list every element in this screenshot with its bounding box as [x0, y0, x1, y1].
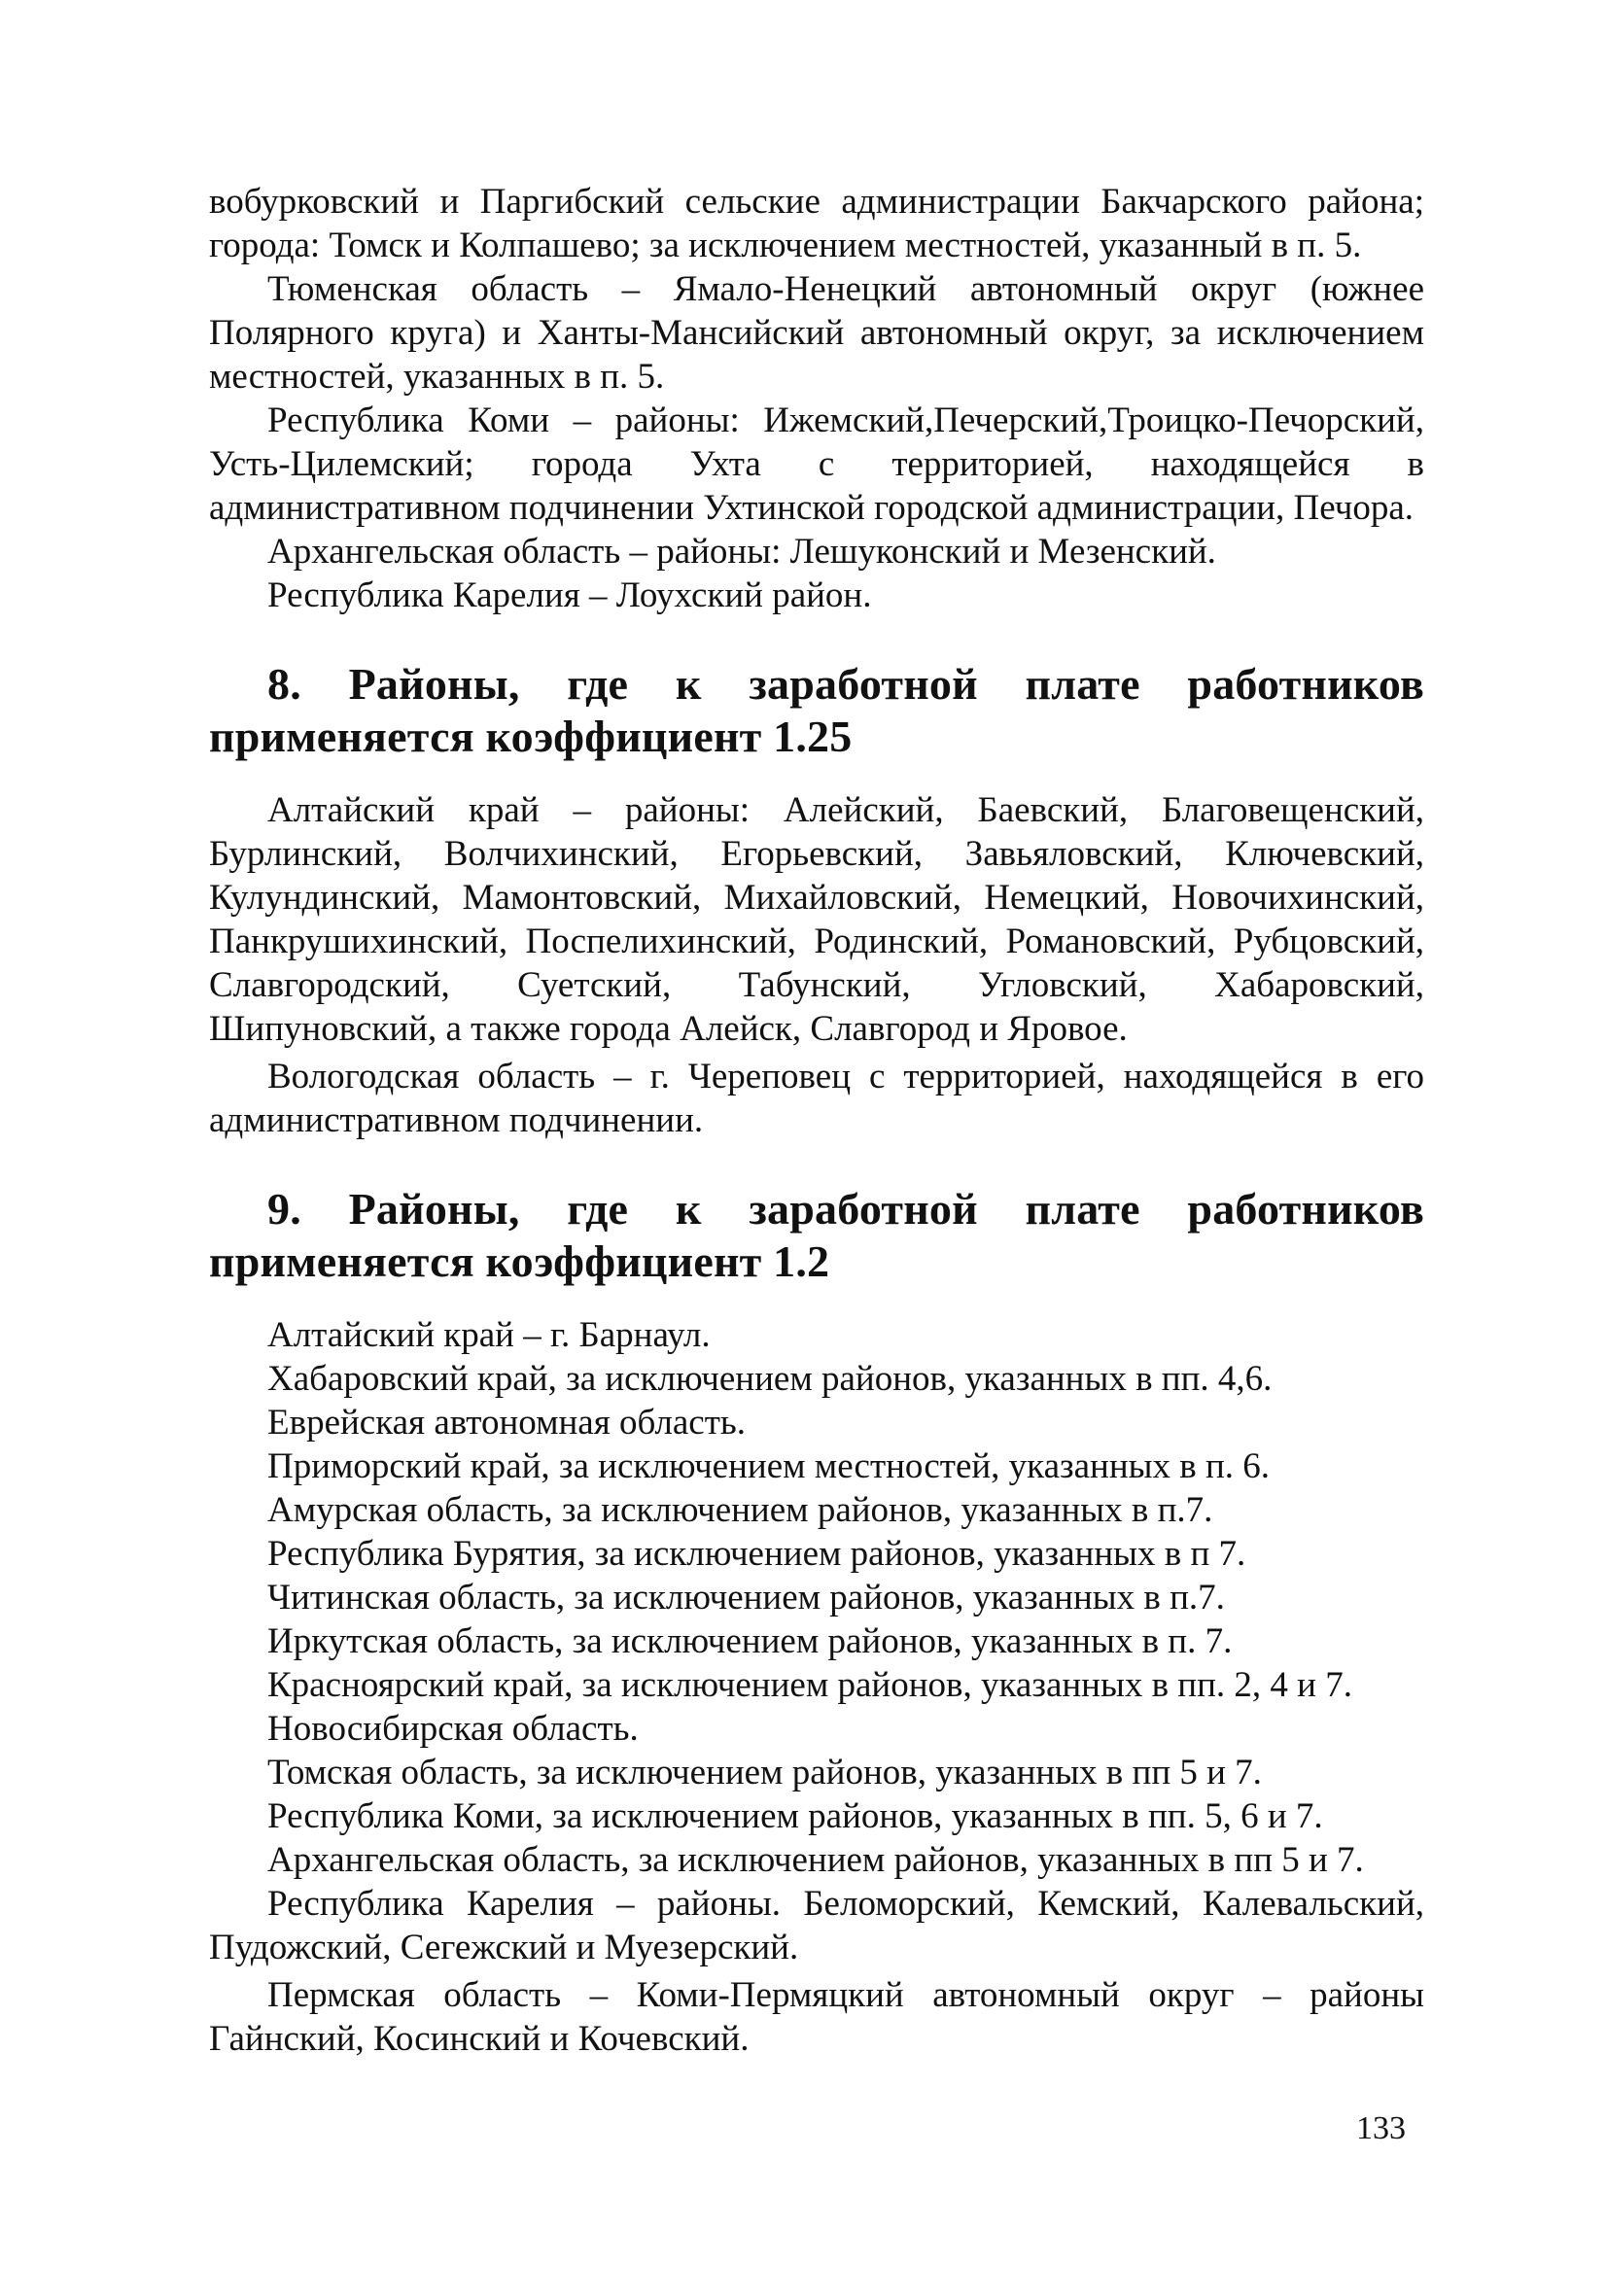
section8-heading: 8. Районы, где к заработной плате работников применяется коэффициент 1.25: [209, 659, 1424, 761]
section7-continuation: вобурковский и Паргибский сельские администрации Бакчарского района; города: Томск и Колпашево; за исключением местностей, указанный в п. 5.: [209, 182, 1424, 265]
section7-paragraph: Республика Коми – районы: Ижемский,Печерский,Троицко-Печорский, Усть-Цилемский; города Ухта с территорией, находящейся в административном подчинении Ухтинской городской администрации, Печора.: [209, 400, 1424, 528]
section7-line: Республика Карелия – Лоухский район.: [267, 575, 872, 615]
section9-line: Приморский край, за исключением местностей, указанных в п. 6.: [267, 1446, 1271, 1486]
section9-line: Новосибирская область.: [267, 1709, 639, 1749]
section9-line: Томская область, за исключением районов, указанных в пп 5 и 7.: [267, 1753, 1262, 1792]
section9-line: Иркутская область, за исключением районов, указанных в п. 7.: [267, 1621, 1233, 1661]
section9-line: Амурская область, за исключением районов, указанных в п.7.: [267, 1490, 1213, 1530]
section7-line: Архангельская область – районы: Лешуконский и Мезенский.: [267, 532, 1216, 572]
section8-paragraph: Алтайский край – районы: Алейский, Баевский, Благовещенский, Бурлинский, Волчихинский, Егорьевский, Завьяловский, Ключевский, Кулундинский, Мамонтовский, Михайловский, Немецкий, Новочихинский, Панкрушихинский, Поспелихинский, Родинский, Романовский, Рубцовский, Славгородский, Суетский, Табунский, Угловский, Хабаровский, Шипуновский, а также города Алейск, Славгород и Яровое.: [209, 790, 1424, 1049]
page-body: [209, 180, 1424, 2061]
section8-paragraph: Вологодская область – г. Череповец с территорией, находящейся в его административном подчинении.: [209, 1057, 1424, 1140]
section9-heading: 9. Районы, где к заработной плате работников применяется коэффициент 1.2: [209, 1184, 1424, 1286]
page-number: 133: [1356, 2110, 1406, 2146]
section9-line: Читинская область, за исключением районов, указанных в п.7.: [267, 1578, 1225, 1618]
section7-paragraph: Тюменская область – Ямало-Ненецкий автономный округ (южнее Полярного круга) и Ханты-Мансийский автономный округ, за исключением местностей, указанных в п. 5.: [209, 269, 1424, 397]
section9-line: Хабаровский край, за исключением районов, указанных в пп. 4,6.: [267, 1359, 1273, 1399]
section9-line: Республика Коми, за исключением районов, указанных в пп. 5, 6 и 7.: [267, 1796, 1323, 1836]
section9-paragraph: Пермская область – Коми-Пермяцкий автономный округ – районы Гайнский, Косинский и Кочевский.: [209, 1975, 1424, 2059]
section9-line: Архангельская область, за исключением районов, указанных в пп 5 и 7.: [267, 1840, 1364, 1880]
section9-line: Республика Бурятия, за исключением районов, указанных в п 7.: [267, 1534, 1246, 1574]
section9-paragraph: Республика Карелия – районы. Беломорский, Кемский, Калевальский, Пудожский, Сегежский и Муезерский.: [209, 1884, 1424, 1967]
section9-line: Алтайский край – г. Барнаул.: [267, 1315, 711, 1355]
section9-line: Красноярский край, за исключением районов, указанных в пп. 2, 4 и 7.: [267, 1665, 1352, 1705]
section9-line: Еврейская автономная область.: [267, 1403, 746, 1443]
